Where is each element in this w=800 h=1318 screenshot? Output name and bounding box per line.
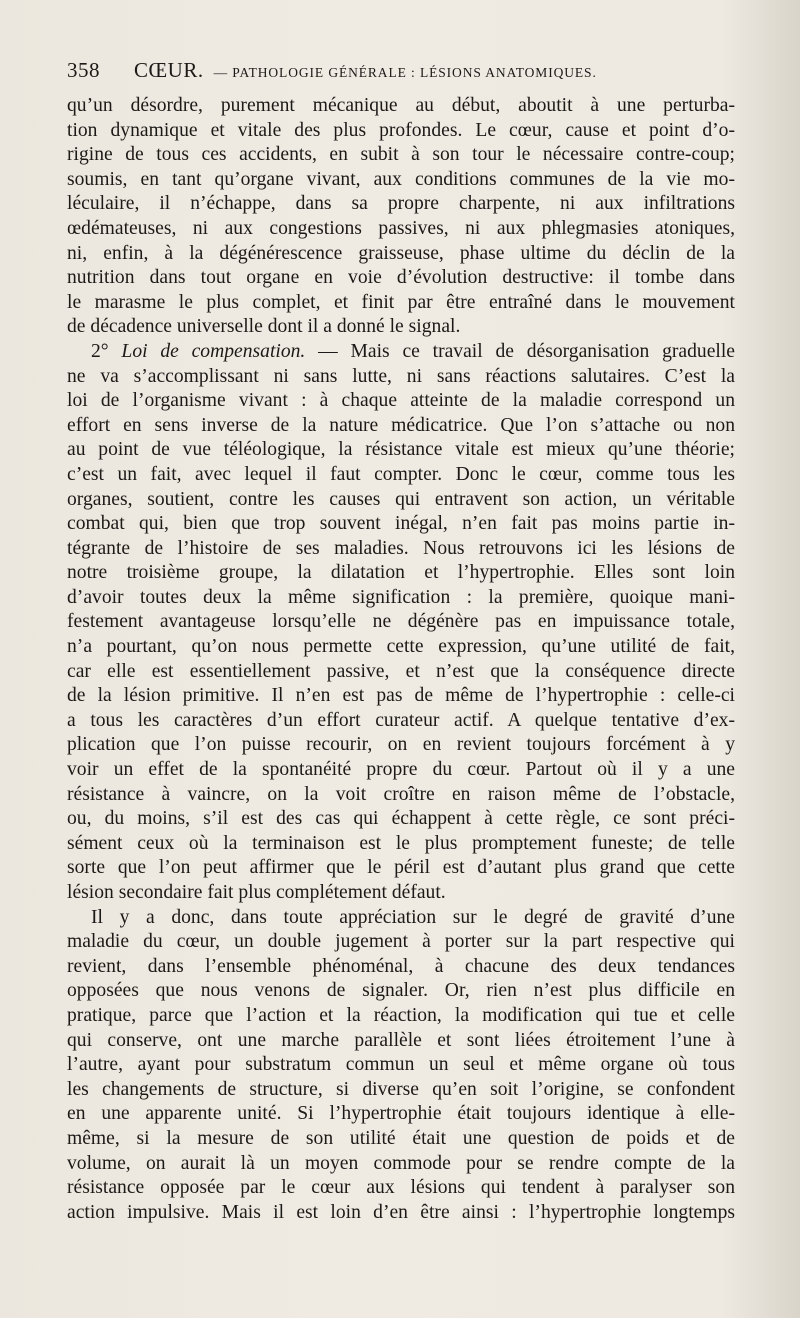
text-line: tion dynamique et vitale des plus profondes. Le cœur, cause et point d’o-	[67, 119, 735, 141]
text-line: le marasme le plus complet, et finit par être entraîné dans le mouvement	[67, 291, 735, 313]
text-line: plication que l’on puisse recourir, on en revient toujours forcément à y	[67, 734, 735, 756]
text-line: sément ceux où la terminaison est le plus promptement funeste; de telle	[67, 832, 735, 854]
text-line: ni, enfin, à la dégénérescence graisseuse, phase ultime du déclin de la	[67, 242, 735, 264]
text-line: car elle est essentiellement passive, et n’est que la conséquence directe	[67, 660, 735, 682]
text-line: sorte que l’on peut affirmer que le péril est d’autant plus grand que cette	[67, 857, 735, 879]
law-heading: Loi de compensation.	[121, 340, 306, 362]
text-line: organes, soutient, contre les causes qui entravent son action, un véritable	[67, 488, 735, 510]
law-number: 2°	[91, 340, 109, 362]
text-line: Il y a donc, dans toute appréciation sur le degré de gravité d’une	[91, 906, 735, 928]
body-text	[67, 94, 735, 1225]
page-number: 358	[67, 58, 100, 82]
text-line: c’est un fait, avec lequel il faut compter. Donc le cœur, comme tous les	[67, 463, 735, 485]
text-line: festement avantageuse lorsqu’elle ne dégénère pas en impuissance totale,	[67, 611, 735, 633]
text-line: de décadence universelle dont il a donné le signal.	[67, 316, 461, 338]
text-line: maladie du cœur, un double jugement à porter sur la part respective qui	[67, 931, 735, 953]
text-line: opposées que nous venons de signaler. Or, rien n’est plus difficile en	[67, 980, 735, 1002]
text-line: voir un effet de la spontanéité propre du cœur. Partout où il y a une	[67, 759, 735, 781]
text-line: les changements de structure, si diverse qu’en soit l’origine, se confondent	[67, 1078, 735, 1100]
paragraph-2-first-line	[67, 340, 735, 365]
paragraph-2	[67, 340, 735, 906]
text-line: lésion secondaire fait plus complétement défaut.	[67, 882, 446, 903]
text-line: ou, du moins, s’il est des cas qui échappent à cette règle, ce sont préci-	[67, 808, 735, 830]
text-line: même, si la mesure de son utilité était une question de poids et de	[67, 1127, 735, 1149]
text-line: pratique, parce que l’action et la réaction, la modification qui tue et celle	[67, 1004, 735, 1026]
paragraph-3	[67, 906, 735, 1226]
text-line: l’autre, ayant pour substratum commun un seul et même organe où tous	[67, 1054, 735, 1076]
text-line: notre troisième groupe, la dilatation et l’hypertrophie. Elles sont loin	[67, 562, 735, 584]
text-line: revient, dans l’ensemble phénoménal, à chacune des deux tendances	[67, 955, 735, 977]
text-line: nutrition dans tout organe en voie d’évolution destructive: il tombe dans	[67, 267, 735, 289]
text-line: action impulsive. Mais il est loin d’en être ainsi : l’hypertrophie longtemps	[67, 1201, 735, 1223]
text-line: léculaire, il n’échappe, dans sa propre charpente, ni aux infiltrations	[67, 193, 735, 215]
text-line: loi de l’organisme vivant : à chaque atteinte de la maladie correspond un	[67, 390, 735, 412]
text-line: volume, on aurait là un moyen commode pour se rendre compte de la	[67, 1152, 735, 1174]
text-line: n’a pourtant, qu’on nous permette cette expression, qu’une utilité de fait,	[67, 636, 735, 658]
law-intro-text: — Mais ce travail de désorganisation graduelle	[318, 340, 735, 362]
text-line: rigine de tous ces accidents, en subit à son tour le nécessaire contre-coup;	[67, 144, 735, 166]
text-line: résistance à vaincre, on la voit croître en raison même de l’obstacle,	[67, 783, 735, 805]
text-line: résistance opposée par le cœur aux lésions qui tendent à paralyser son	[67, 1177, 735, 1199]
paragraph-1	[67, 94, 735, 340]
section-subtitle: — PATHOLOGIE GÉNÉRALE : LÉSIONS ANATOMIQUES.	[213, 65, 597, 80]
text-line: au point de vue téléologique, la résistance vitale est mieux qu’une théorie;	[67, 439, 735, 461]
section-title: CŒUR.	[134, 58, 204, 82]
text-line: de la lésion primitive. Il n’en est pas de même de l’hypertrophie : celle-ci	[67, 685, 735, 707]
text-line: d’avoir toutes deux la même signification : la première, quoique mani-	[67, 586, 735, 608]
text-line: qu’un désordre, purement mécanique au début, aboutit à une perturba-	[67, 95, 735, 116]
text-line: qui conserve, ont une marche parallèle et sont liées étroitement l’une à	[67, 1029, 735, 1051]
running-head	[67, 58, 747, 84]
text-line: combat qui, bien que trop souvent inégal, n’en fait pas moins partie in-	[67, 513, 735, 535]
text-line: en une apparente unité. Si l’hypertrophie était toujours identique à elle-	[67, 1103, 735, 1125]
text-line: effort en sens inverse de la nature médicatrice. Que l’on s’attache ou non	[67, 414, 735, 436]
text-line: œdémateuses, ni aux congestions passives, ni aux phlegmasies atoniques,	[67, 217, 735, 239]
text-line: soumis, en tant qu’organe vivant, aux conditions communes de la vie mo-	[67, 168, 735, 190]
text-line: tégrante de l’histoire de ses maladies. Nous retrouvons ici les lésions de	[67, 537, 735, 559]
text-line: ne va s’accomplissant ni sans lutte, ni sans réactions salutaires. C’est la	[67, 365, 735, 387]
text-line: a tous les caractères d’un effort curateur actif. A quelque tentative d’ex-	[67, 709, 735, 731]
